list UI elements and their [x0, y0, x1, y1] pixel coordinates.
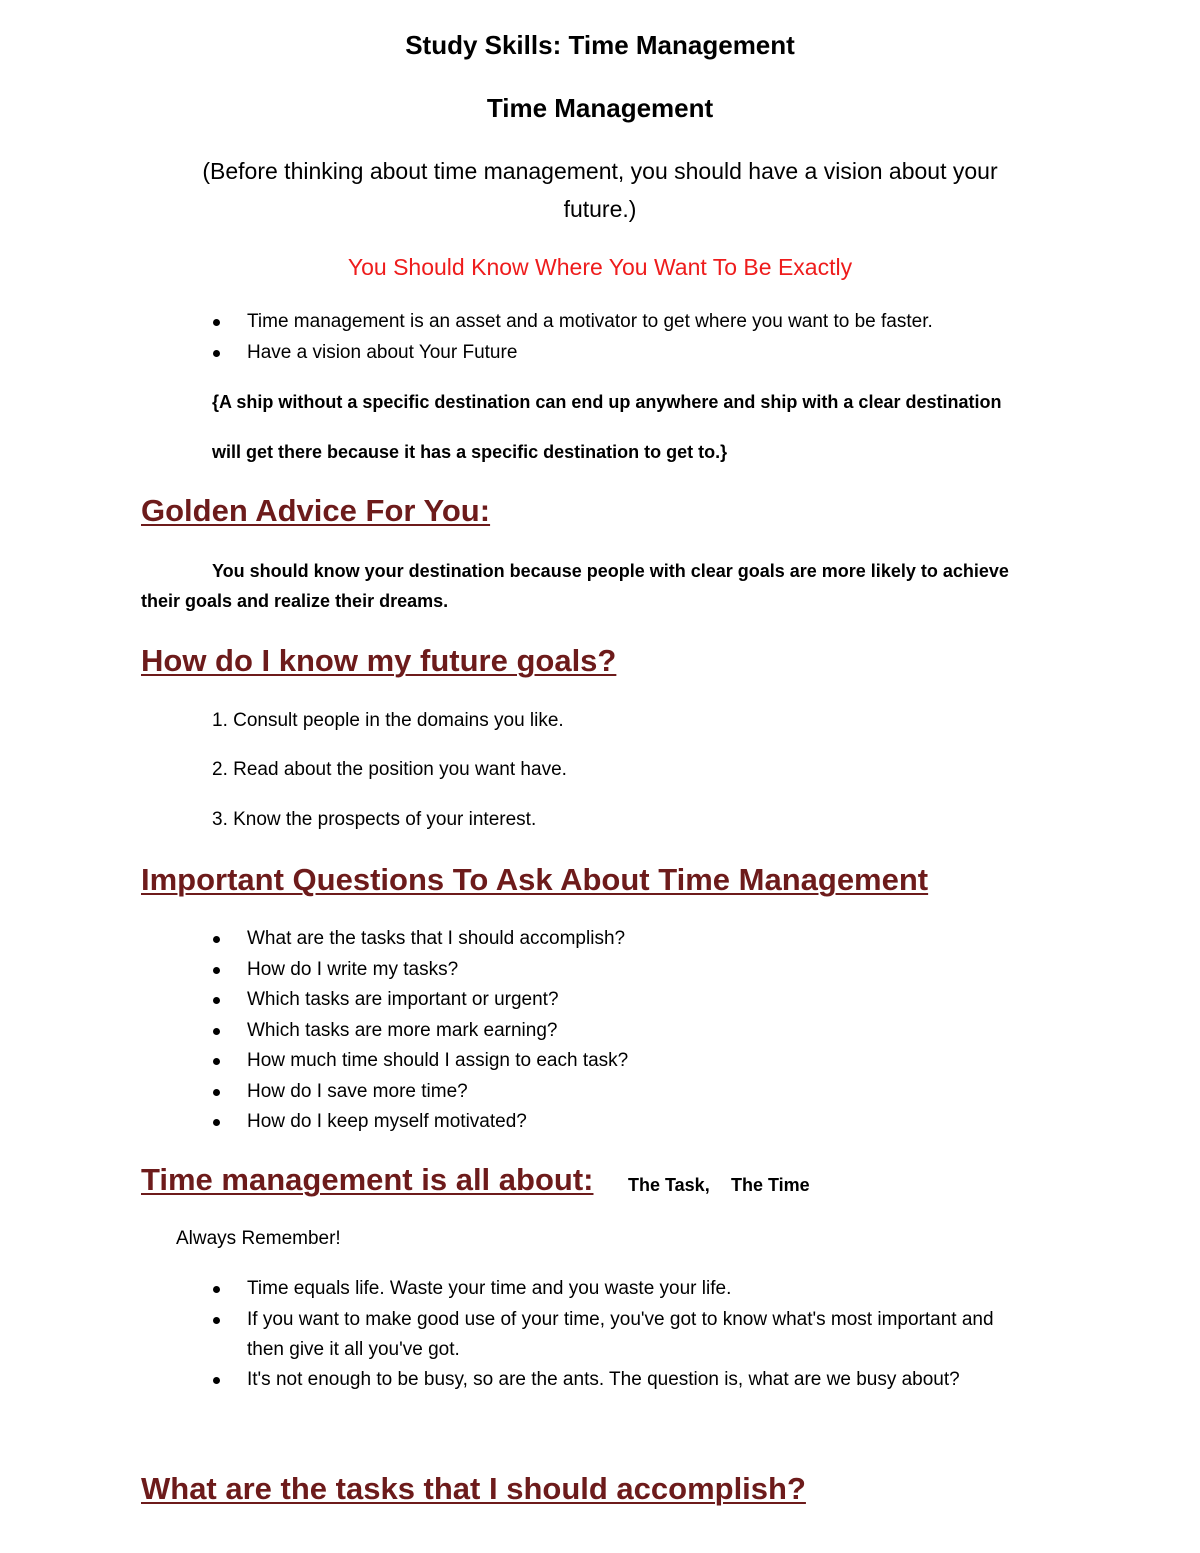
- bullet-icon: [213, 1286, 220, 1293]
- red-subheading: You Should Know Where You Want To Be Exactly: [347, 254, 853, 280]
- remember-item-2-line-1: If you want to make good use of your time, you've got to know what's most important and: [247, 1309, 994, 1330]
- remember-item-2-line-2: then give it all you've got.: [247, 1339, 460, 1360]
- future-goals-heading: How do I know my future goals?: [141, 643, 617, 678]
- goals-step-3: 3. Know the prospects of your interest.: [212, 809, 537, 830]
- bullet-icon: [213, 967, 220, 974]
- ship-quote-line-2: will get there because it has a specific destination to get to.}: [212, 442, 728, 462]
- always-remember-label: Always Remember!: [176, 1228, 341, 1249]
- goals-step-2: 2. Read about the position you want have.: [212, 759, 567, 780]
- bullet-icon: [213, 1089, 220, 1096]
- bullet-icon: [213, 1058, 220, 1065]
- remember-item-1: Time equals life. Waste your time and you waste your life.: [247, 1278, 732, 1299]
- golden-advice-line-1: You should know your destination because people with clear goals are more likely to achieve: [212, 561, 1009, 581]
- goals-step-1: 1. Consult people in the domains you like.: [212, 710, 564, 731]
- bullet-icon: [213, 1028, 220, 1035]
- bullet-icon: [213, 997, 220, 1004]
- intro-line-1: (Before thinking about time management, you should have a vision about your: [202, 158, 998, 184]
- bullet-icon: [213, 1377, 220, 1384]
- golden-advice-heading: Golden Advice For You:: [141, 493, 491, 528]
- bullet-icon: [213, 319, 220, 326]
- bullet-icon: [213, 936, 220, 943]
- golden-advice-line-2: their goals and realize their dreams.: [141, 591, 449, 611]
- ship-quote-line-1: {A ship without a specific destination can end up anywhere and ship with a clear destination: [212, 392, 1002, 412]
- important-questions-heading: Important Questions To Ask About Time Management: [141, 862, 929, 897]
- bullet-icon: [213, 1317, 220, 1324]
- about-time-label: The Time: [731, 1175, 810, 1195]
- time-management-about-heading: Time management is all about:: [141, 1162, 594, 1197]
- about-task-label: The Task,: [628, 1175, 710, 1195]
- document-page: Study Skills: Time Management Time Management (Before thinking about time management, you should have a vision about your future.) You Should Know Where You Want To Be Exactly Time management is an asset and a motivator to get where you want to be faster. Have a vision about Your Future {A ship without a specific destination can end up anywhere and ship with a clear destination will get there because it has a specific destination to get to.} Golden Advice For You: You should know your destination because people with clear goals are more likely to achieve their goals and realize their dreams. How do I know my future goals? 1. Consult people in the domains you like. 2. Read about the position you want have. 3. Know the prospects of your interest. Important Questions To Ask About Time Management What are the tasks that I should accomplish? How do I write my tasks? Which tasks are important or urgent? Which tasks are more mark earning? How much time should I assign to each task? How do I save more time? How do I keep myself motivated? Time management is all about: The Task, The Time Always Remember! Time equals life. Waste your time and you waste your life. If you want to make good use of your time, you've got to know what's most important and then give it all you've got. It's not enough to be busy, so are the ants. The question is, what are we busy about? What are the tasks that I should accomplish?: [0, 0, 1200, 1553]
- remember-item-3: It's not enough to be busy, so are the ants. The question is, what are we busy about?: [247, 1369, 960, 1390]
- document-title: Study Skills: Time Management: [405, 30, 795, 60]
- section-title: Time Management: [486, 93, 714, 123]
- intro-line-2: future.): [563, 196, 637, 222]
- tasks-heading: What are the tasks that I should accomplish?: [141, 1471, 806, 1506]
- bullet-icon: [213, 1119, 220, 1126]
- bullet-icon: [213, 350, 220, 357]
